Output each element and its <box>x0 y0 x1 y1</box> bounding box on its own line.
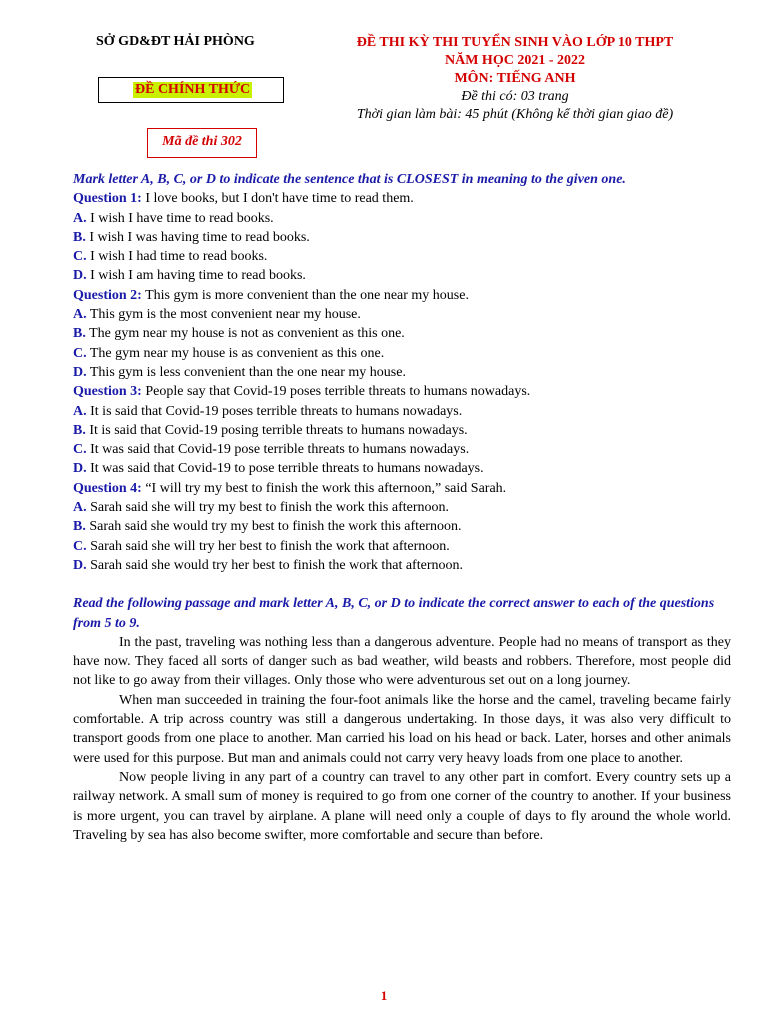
question-text: “I will try my best to finish the work this afternoon,” said Sarah. <box>141 480 507 496</box>
option-letter: A. <box>73 307 87 323</box>
question-label: Question 4: <box>73 480 142 496</box>
department-name: SỞ GD&ĐT HẢI PHÒNG <box>96 34 255 49</box>
school-year: NĂM HỌC 2021 - 2022 <box>445 53 585 68</box>
section2-instruction: Read the following passage and mark letter A, B, C, or D to indicate the correct answer to each of the questions from 5 to 9. <box>73 596 715 631</box>
exam-title: ĐỀ THI KỲ THI TUYỂN SINH VÀO LỚP 10 THPT <box>356 35 674 50</box>
option-text: Sarah said she will try her best to finish the work that afternoon. <box>86 538 450 554</box>
answer-option <box>73 537 731 556</box>
duration: Thời gian làm bài: 45 phút (Không kể thời gian giao đề) <box>356 107 674 122</box>
answer-option <box>73 247 731 266</box>
option-letter: C. <box>73 345 87 361</box>
option-letter: C. <box>73 442 87 458</box>
option-letter: B. <box>73 422 86 438</box>
official-box <box>98 77 284 103</box>
question-stem <box>73 382 731 401</box>
option-letter: D. <box>73 268 87 284</box>
option-text: I wish I have time to read books. <box>86 210 274 226</box>
option-letter: D. <box>73 364 87 380</box>
option-text: I wish I had time to read books. <box>86 249 268 265</box>
answer-option <box>73 517 731 536</box>
answer-option <box>73 556 731 575</box>
option-text: It is said that Covid-19 posing terrible threats to humans nowadays. <box>85 422 468 438</box>
option-letter: D. <box>73 461 87 477</box>
answer-option <box>73 440 731 459</box>
question-stem <box>73 479 731 498</box>
answer-option <box>73 266 731 285</box>
option-text: The gym near my house is as convenient as this one. <box>86 345 385 361</box>
answer-option <box>73 228 731 247</box>
page-count: Đề thi có: 03 trang <box>461 89 569 104</box>
option-text: The gym near my house is not as convenient as this one. <box>85 326 405 342</box>
option-letter: B. <box>73 229 86 245</box>
question-text: This gym is more convenient than the one near my house. <box>141 287 469 303</box>
question-label: Question 3: <box>73 384 142 400</box>
question-list <box>73 189 731 575</box>
question-label: Question 2: <box>73 287 142 303</box>
option-text: It was said that Covid-19 to pose terrible threats to humans nowadays. <box>86 461 484 477</box>
answer-option <box>73 324 731 343</box>
answer-option <box>73 421 731 440</box>
option-letter: D. <box>73 557 87 573</box>
answer-option <box>73 344 731 363</box>
main-content <box>73 170 731 845</box>
question-text: I love books, but I don't have time to read them. <box>141 191 414 207</box>
option-letter: A. <box>73 403 87 419</box>
option-letter: C. <box>73 538 87 554</box>
answer-option <box>73 363 731 382</box>
section1-instruction: Mark letter A, B, C, or D to indicate the sentence that is CLOSEST in meaning to the given one. <box>73 172 626 187</box>
reading-passage <box>73 633 731 845</box>
answer-option <box>73 459 731 478</box>
option-letter: B. <box>73 519 86 535</box>
option-text: I wish I was having time to read books. <box>85 229 310 245</box>
option-letter: C. <box>73 249 87 265</box>
passage-paragraph: When man succeeded in training the four-foot animals like the horse and the camel, traveling became fairly comfortable. A trip across country was still a dangerous undertaking. In those days, it was also very difficult to transport goods from one place to another. Man carried his load on his head or back. Later, horses and other animals were used for this purpose. But man and animals could not carry very heavy loads from one place to another. <box>73 692 731 766</box>
subject: MÔN: TIẾNG ANH <box>454 71 576 86</box>
answer-option <box>73 209 731 228</box>
passage-paragraph: In the past, traveling was nothing less than a dangerous adventure. People had no means of transport as they have now. They faced all sorts of danger such as bad weather, wild beasts and robbers. Therefore, most people did not like to go away from their villages. Only those who were adventurous set out on a long journey. <box>73 634 731 689</box>
page-number: 1 <box>380 988 388 1003</box>
option-letter: A. <box>73 210 87 226</box>
question-stem <box>73 189 731 208</box>
answer-option <box>73 498 731 517</box>
exam-header <box>325 34 705 124</box>
exam-code: Mã đề thi 302 <box>147 128 257 158</box>
option-letter: A. <box>73 500 87 516</box>
option-text: Sarah said she would try my best to finish the work this afternoon. <box>85 519 462 535</box>
option-letter: B. <box>73 326 86 342</box>
option-text: This gym is the most convenient near my house. <box>86 307 361 323</box>
question-label: Question 1: <box>73 191 142 207</box>
answer-option <box>73 402 731 421</box>
option-text: It is said that Covid-19 poses terrible threats to humans nowadays. <box>86 403 463 419</box>
answer-option <box>73 305 731 324</box>
option-text: This gym is less convenient than the one near my house. <box>86 364 406 380</box>
option-text: Sarah said she will try my best to finish the work this afternoon. <box>86 500 450 516</box>
question-text: People say that Covid-19 poses terrible threats to humans nowadays. <box>141 384 531 400</box>
option-text: I wish I am having time to read books. <box>86 268 306 284</box>
option-text: Sarah said she would try her best to finish the work that afternoon. <box>86 557 463 573</box>
option-text: It was said that Covid-19 pose terrible threats to humans nowadays. <box>86 442 470 458</box>
official-label: ĐỀ CHÍNH THỨC <box>135 82 251 97</box>
passage-paragraph: Now people living in any part of a country can travel to any other part in comfort. Every country sets up a railway network. A small sum of money is required to go from one corner of the country to another. If your business is more urgent, you can travel by airplane. A plane will need only a couple of days to fly around the whole world. Traveling by sea has also become swifter, more comfortable and secure than before. <box>73 769 731 843</box>
question-stem <box>73 286 731 305</box>
